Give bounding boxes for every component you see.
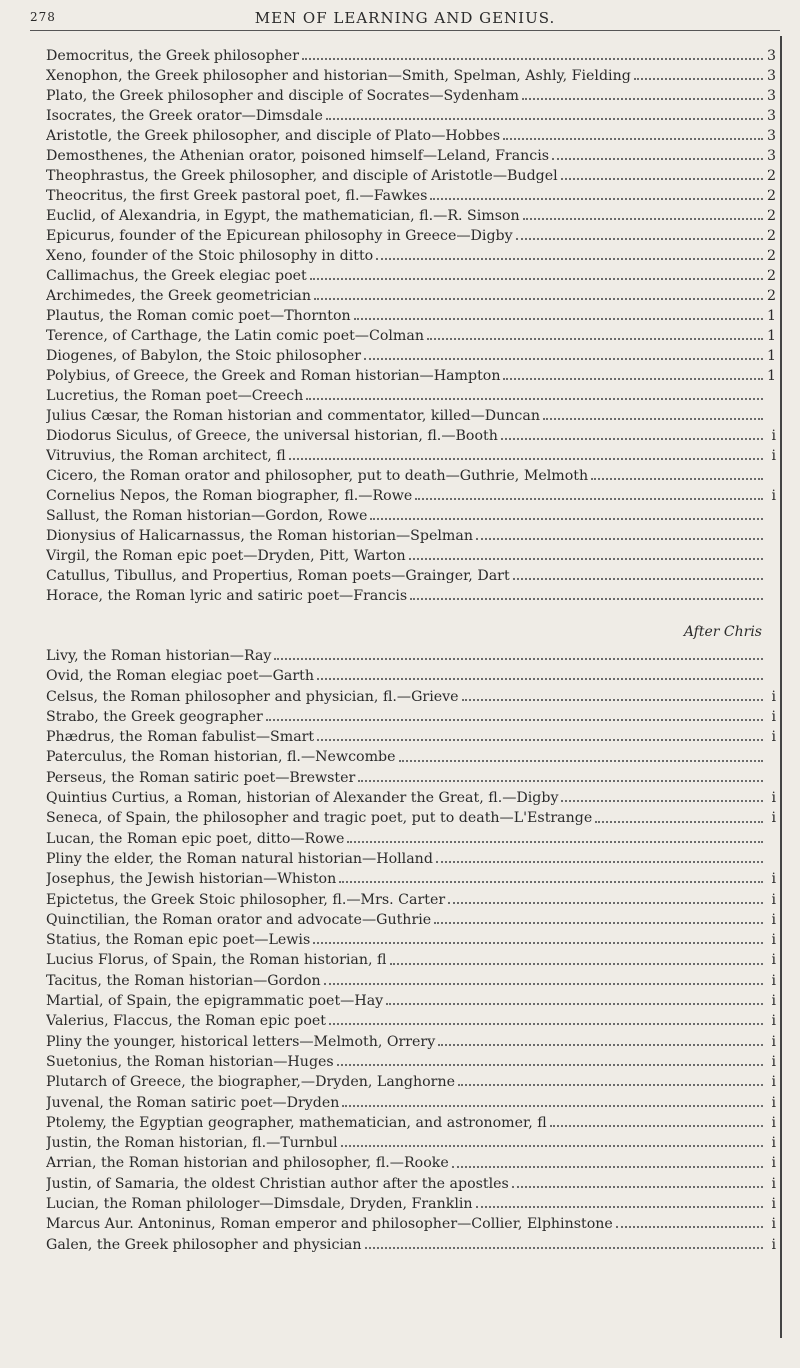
dot-leader [634, 78, 763, 80]
list-item [46, 166, 776, 186]
dot-leader [358, 780, 763, 782]
list-item [46, 1011, 776, 1031]
entry-text: Paterculus, the Roman historian, fl.—Newcombe [46, 749, 396, 766]
entry-text: Virgil, the Roman epic poet—Dryden, Pitt, Warton [46, 548, 406, 564]
dot-leader [427, 338, 763, 340]
entry-text: Ptolemy, the Egyptian geographer, mathematician, and astronomer, fl [46, 1114, 547, 1131]
entry-number: i [771, 993, 776, 1010]
entry-number: 3 [766, 68, 776, 84]
dot-leader [364, 358, 763, 360]
entry-number: 3 [766, 128, 776, 144]
entry-number: i [771, 488, 776, 504]
list-item [46, 950, 776, 970]
list-item [46, 910, 776, 930]
entry-text: Catullus, Tibullus, and Propertius, Roman poets—Grainger, Dart [46, 568, 510, 584]
list-item [46, 849, 776, 869]
list-item [46, 326, 776, 346]
entry-number: i [771, 1155, 776, 1172]
list-item [46, 266, 776, 286]
dot-leader [399, 760, 764, 762]
entry-number: 2 [766, 268, 776, 284]
entry-text: Vitruvius, the Roman architect, fl [46, 448, 286, 464]
dot-leader [342, 1105, 763, 1107]
list-item [46, 126, 776, 146]
list-item [46, 747, 776, 767]
page-header [30, 8, 780, 31]
list-item [46, 1113, 776, 1133]
list-item [46, 829, 776, 849]
list-item [46, 808, 776, 828]
dot-leader [313, 942, 763, 944]
dot-leader [341, 1145, 763, 1147]
list-item [46, 1052, 776, 1072]
list-item [46, 246, 776, 266]
entry-number: i [771, 1094, 776, 1111]
dot-leader [561, 800, 763, 802]
dot-leader [274, 658, 763, 660]
dot-leader [436, 861, 763, 863]
entry-number: i [771, 448, 776, 464]
dot-leader [266, 719, 763, 721]
list-item [46, 66, 776, 86]
list-item [46, 1174, 776, 1194]
page-number: 278 [30, 10, 56, 24]
entry-number: i [771, 729, 776, 746]
list-item [46, 406, 776, 426]
entry-text: Plato, the Greek philosopher and disciple of Socrates—Sydenham [46, 88, 519, 104]
entry-text: Isocrates, the Greek orator—Dimsdale [46, 108, 323, 124]
entry-text: Theocritus, the first Greek pastoral poet, fl.—Fawkes [46, 188, 428, 204]
dot-leader [516, 238, 763, 240]
list-item [46, 768, 776, 788]
dot-leader [347, 841, 763, 843]
list-item [46, 226, 776, 246]
entry-text: Josephus, the Jewish historian—Whiston [46, 871, 337, 888]
list-item [46, 466, 776, 486]
dot-leader [503, 138, 763, 140]
list-item [46, 46, 776, 66]
dot-leader [503, 378, 763, 380]
entry-number: 1 [766, 328, 776, 344]
entry-text: Pliny the elder, the Roman natural historian—Holland [46, 850, 433, 867]
dot-leader [501, 438, 763, 440]
entry-number: i [771, 972, 776, 989]
entry-number: 3 [766, 88, 776, 104]
entry-number: i [771, 790, 776, 807]
entry-text: Lucius Florus, of Spain, the Roman historian, fl [46, 952, 387, 969]
dot-leader [513, 578, 763, 580]
entry-text: Archimedes, the Greek geometrician [46, 288, 312, 304]
list-item [46, 890, 776, 910]
dot-leader [552, 158, 763, 160]
entry-number: i [771, 708, 776, 725]
list-item [46, 666, 776, 686]
entry-number: i [771, 1196, 776, 1213]
list-item [46, 206, 776, 226]
dot-leader [476, 538, 763, 540]
dot-leader [458, 1084, 763, 1086]
entry-text: Suetonius, the Roman historian—Huges [46, 1053, 334, 1070]
entry-number: 2 [766, 188, 776, 204]
dot-leader [370, 518, 763, 520]
list-item [46, 146, 776, 166]
list-item [46, 971, 776, 991]
list-item [46, 930, 776, 950]
entry-text: Phædrus, the Roman fabulist—Smart [46, 729, 315, 746]
entry-number: i [771, 1236, 776, 1253]
dot-leader [326, 118, 763, 120]
list-item [46, 546, 776, 566]
dot-leader [438, 1044, 763, 1046]
page-edge-divider [780, 36, 796, 1338]
dot-leader [386, 1003, 763, 1005]
entry-text: Perseus, the Roman satiric poet—Brewster [46, 769, 356, 786]
dot-leader [561, 178, 763, 180]
dot-leader [430, 198, 763, 200]
entry-number: i [771, 911, 776, 928]
list-item [46, 566, 776, 586]
entry-text: Lucian, the Roman philologer—Dimsdale, Dryden, Franklin [46, 1196, 473, 1213]
list-item [46, 707, 776, 727]
entry-text: Celsus, the Roman philosopher and physician, fl.—Grieve [46, 688, 459, 705]
dot-leader [306, 398, 763, 400]
list-item [46, 386, 776, 406]
entry-number: 2 [766, 168, 776, 184]
section-subheading: After Chris [683, 624, 762, 640]
entry-text: Justin, of Samaria, the oldest Christian author after the apostles [46, 1175, 509, 1192]
dot-leader [595, 821, 763, 823]
entry-text: Horace, the Roman lyric and satiric poet—Francis [46, 588, 408, 604]
list-item [46, 86, 776, 106]
entry-text: Cornelius Nepos, the Roman biographer, fl.—Rowe [46, 488, 413, 504]
entry-text: Democritus, the Greek philosopher [46, 48, 299, 64]
list-item [46, 1032, 776, 1052]
list-item [46, 486, 776, 506]
entry-text: Pliny the younger, historical letters—Melmoth, Orrery [46, 1033, 436, 1050]
dot-leader [409, 558, 763, 560]
list-item [46, 1133, 776, 1153]
list-item [46, 286, 776, 306]
entry-number: i [771, 1033, 776, 1050]
entry-number: 3 [766, 108, 776, 124]
list-item [46, 346, 776, 366]
dot-leader [591, 478, 763, 480]
list-item [46, 727, 776, 747]
entry-number: i [771, 810, 776, 827]
entry-text: Lucretius, the Roman poet—Creech [46, 388, 304, 404]
dot-leader [324, 983, 763, 985]
list-item [46, 646, 776, 666]
entry-number: i [771, 428, 776, 444]
entry-number: i [771, 1013, 776, 1030]
entry-text: Epictetus, the Greek Stoic philosopher, fl.—Mrs. Carter [46, 891, 446, 908]
entry-number: 3 [766, 48, 776, 64]
entry-text: Dionysius of Halicarnassus, the Roman historian—Spelman [46, 528, 473, 544]
entry-text: Plautus, the Roman comic poet—Thornton [46, 308, 351, 324]
entry-text: Xenophon, the Greek philosopher and historian—Smith, Spelman, Ashly, Fielding [46, 68, 631, 84]
dot-leader [476, 1206, 763, 1208]
entry-text: Seneca, of Spain, the philosopher and tragic poet, put to death—L'Estrange [46, 810, 593, 827]
list-item [46, 1153, 776, 1173]
entry-text: Euclid, of Alexandria, in Egypt, the mathematician, fl.—R. Simson [46, 208, 520, 224]
entry-number: i [771, 952, 776, 969]
dot-leader [354, 318, 763, 320]
list-item [46, 1235, 776, 1255]
entry-number: i [771, 688, 776, 705]
list-section-after-christ [46, 646, 776, 1255]
list-item [46, 186, 776, 206]
entry-number: 3 [766, 148, 776, 164]
entry-number: i [771, 1135, 776, 1152]
entry-text: Juvenal, the Roman satiric poet—Dryden [46, 1094, 340, 1111]
entry-text: Callimachus, the Greek elegiac poet [46, 268, 307, 284]
dot-leader [550, 1125, 763, 1127]
entry-text: Xeno, founder of the Stoic philosophy in ditto [46, 248, 374, 264]
list-item [46, 446, 776, 466]
list-item [46, 1093, 776, 1113]
entry-text: Quintius Curtius, a Roman, historian of Alexander the Great, fl.—Digby [46, 790, 559, 807]
dot-leader [616, 1226, 763, 1228]
running-title: MEN OF LEARNING AND GENIUS. [254, 9, 556, 27]
entry-text: Tacitus, the Roman historian—Gordon [46, 972, 321, 989]
entry-number: i [771, 1053, 776, 1070]
entry-number: i [771, 1216, 776, 1233]
dot-leader [415, 498, 763, 500]
dot-leader [337, 1064, 763, 1066]
list-item [46, 306, 776, 326]
entry-text: Terence, of Carthage, the Latin comic poet—Colman [46, 328, 424, 344]
entry-text: Plutarch of Greece, the biographer,—Dryden, Langhorne [46, 1074, 455, 1091]
entry-text: Lucan, the Roman epic poet, ditto—Rowe [46, 830, 345, 847]
dot-leader [522, 98, 763, 100]
entry-text: Strabo, the Greek geographer [46, 708, 263, 725]
dot-leader [434, 922, 763, 924]
dot-leader [452, 1166, 763, 1168]
dot-leader [448, 902, 763, 904]
dot-leader [317, 739, 763, 741]
dot-leader [523, 218, 763, 220]
entry-number: i [771, 932, 776, 949]
entry-text: Aristotle, the Greek philosopher, and disciple of Plato—Hobbes [46, 128, 501, 144]
entry-number: i [771, 891, 776, 908]
dot-leader [410, 598, 763, 600]
list-item [46, 788, 776, 808]
entry-number: 2 [766, 288, 776, 304]
list-item [46, 1072, 776, 1092]
entry-number: i [771, 1175, 776, 1192]
dot-leader [365, 1247, 763, 1249]
dot-leader [310, 278, 763, 280]
list-item [46, 586, 776, 606]
entry-text: Martial, of Spain, the epigrammatic poet—Hay [46, 993, 384, 1010]
dot-leader [302, 58, 763, 60]
list-item [46, 1194, 776, 1214]
entry-text: Demosthenes, the Athenian orator, poisoned himself—Leland, Francis [46, 148, 550, 164]
entry-text: Galen, the Greek philosopher and physician [46, 1236, 362, 1253]
list-item [46, 991, 776, 1011]
dot-leader [329, 1023, 763, 1025]
list-item [46, 869, 776, 889]
list-section-before-christ [46, 46, 776, 606]
entry-number: i [771, 1114, 776, 1131]
list-item [46, 526, 776, 546]
entry-text: Arrian, the Roman historian and philosopher, fl.—Rooke [46, 1155, 449, 1172]
dot-leader [390, 963, 764, 965]
entry-text: Diodorus Siculus, of Greece, the universal historian, fl.—Booth [46, 428, 498, 444]
dot-leader [462, 699, 763, 701]
entry-text: Sallust, the Roman historian—Gordon, Rowe [46, 508, 368, 524]
entry-number: i [771, 1074, 776, 1091]
list-item [46, 506, 776, 526]
entry-number: 1 [766, 308, 776, 324]
entry-text: Livy, the Roman historian—Ray [46, 648, 272, 664]
entry-number: 2 [766, 208, 776, 224]
entry-text: Marcus Aur. Antoninus, Roman emperor and philosopher—Collier, Elphinstone [46, 1216, 613, 1233]
dot-leader [314, 298, 763, 300]
dot-leader [317, 678, 763, 680]
list-item [46, 1214, 776, 1234]
list-item [46, 426, 776, 446]
list-item [46, 366, 776, 386]
entry-text: Theophrastus, the Greek philosopher, and disciple of Aristotle—Budgel [46, 168, 558, 184]
entry-number: 1 [766, 368, 776, 384]
dot-leader [376, 258, 763, 260]
entry-text: Quinctilian, the Roman orator and advocate—Guthrie [46, 911, 432, 928]
dot-leader [289, 458, 763, 460]
entry-text: Polybius, of Greece, the Greek and Roman historian—Hampton [46, 368, 501, 384]
entry-number: i [771, 871, 776, 888]
entry-text: Diogenes, of Babylon, the Stoic philosopher [46, 348, 362, 364]
list-item [46, 106, 776, 126]
dot-leader [543, 418, 763, 420]
entry-text: Cicero, the Roman orator and philosopher, put to death—Guthrie, Melmoth [46, 468, 589, 484]
entry-number: 2 [766, 228, 776, 244]
entry-number: 2 [766, 248, 776, 264]
entry-text: Valerius, Flaccus, the Roman epic poet [46, 1013, 326, 1030]
entry-text: Justin, the Roman historian, fl.—Turnbul [46, 1135, 338, 1152]
entry-text: Statius, the Roman epic poet—Lewis [46, 932, 311, 949]
entry-text: Epicurus, founder of the Epicurean philosophy in Greece—Digby [46, 228, 513, 244]
entry-text: Ovid, the Roman elegiac poet—Garth [46, 668, 314, 685]
entry-text: Julius Cæsar, the Roman historian and commentator, killed—Duncan [46, 408, 540, 424]
entry-number: 1 [766, 348, 776, 364]
dot-leader [339, 881, 763, 883]
list-item [46, 687, 776, 707]
dot-leader [512, 1186, 763, 1188]
